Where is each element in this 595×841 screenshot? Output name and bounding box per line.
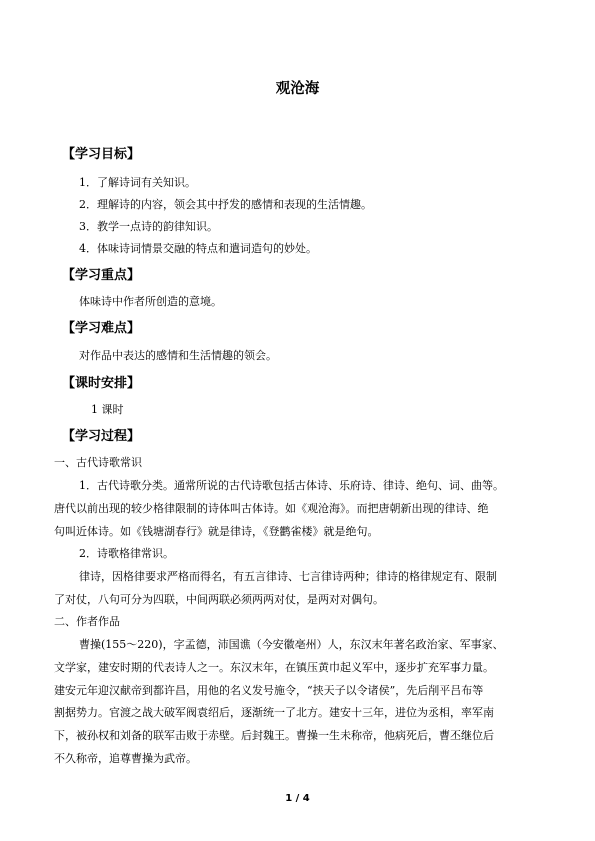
paragraph-line: 割据势力。官渡之战大破军阀袁绍后，逐渐统一了北方。建安十三年，进位为丞相，率军南 — [54, 706, 494, 719]
paragraph-line: 1．古代诗歌分类。通常所说的古代诗歌包括古体诗、乐府诗、律诗、绝句、词、曲等。 — [79, 479, 504, 492]
paragraph-line: 建安元年迎汉献帝到都许昌，用他的名义发号施令，“挟天子以令诸侯”，先后削平吕布等 — [54, 684, 484, 697]
objectives-heading: 【学习目标】 — [62, 147, 141, 162]
paragraph-line: 律诗，因格律要求严格而得名，有五言律诗、七言律诗两种；律诗的格律规定有、限制 — [79, 570, 497, 583]
paragraph-line: 了对仗，八句可分为四联，中间两联必须两两对仗，是两对对偶句。 — [54, 593, 384, 606]
page-title: 观沧海 — [275, 81, 320, 97]
part1-heading: 一、古代诗歌常识 — [54, 456, 142, 469]
paragraph-line: 下，被孙权和刘备的联军击败于赤壁。后封魏王。曹操一生未称帝，他病死后，曹丕继位后 — [54, 729, 494, 742]
objective-item: 1．了解诗词有关知识。 — [79, 176, 196, 189]
paragraph-line: 唐代以前出现的较少格律限制的诗体叫古体诗。如《观沧海》。而把唐朝新出现的律诗、绝 — [54, 502, 489, 515]
paragraph-line: 不久称帝，追尊曹操为武帝。 — [54, 752, 197, 765]
objective-item: 3．教学一点诗的韵律知识。 — [79, 220, 218, 233]
part2-heading: 二、作者作品 — [54, 615, 120, 628]
paragraph-line: 2．诗歌格律常识。 — [79, 547, 174, 560]
difficulties-text: 对作品中表达的感情和生活情趣的领会。 — [79, 349, 277, 362]
schedule-text: 1 课时 — [91, 403, 124, 416]
key-points-text: 体味诗中作者所创造的意境。 — [79, 295, 222, 308]
difficulties-heading: 【学习难点】 — [62, 321, 141, 336]
paragraph-line: 句叫近体诗。如《钱塘湖春行》就是律诗，《登鹳雀楼》就是绝句。 — [54, 525, 379, 538]
page-number: 1 / 4 — [285, 793, 310, 804]
objective-item: 2．理解诗的内容，领会其中抒发的感情和表现的生活情趣。 — [79, 198, 372, 211]
paragraph-line: 文学家，建安时期的代表诗人之一。东汉末年，在镇压黄巾起义军中，逐步扩充军事力量。 — [54, 661, 494, 674]
schedule-heading: 【课时安排】 — [62, 376, 141, 391]
paragraph-line: 曹操(155～220)，字孟德，沛国谯（今安徽亳州）人，东汉末年著名政治家、军事家、 — [79, 638, 504, 651]
process-heading: 【学习过程】 — [62, 429, 141, 444]
objective-item: 4．体味诗词情景交融的特点和遣词造句的妙处。 — [79, 242, 317, 255]
key-points-heading: 【学习重点】 — [62, 268, 141, 283]
